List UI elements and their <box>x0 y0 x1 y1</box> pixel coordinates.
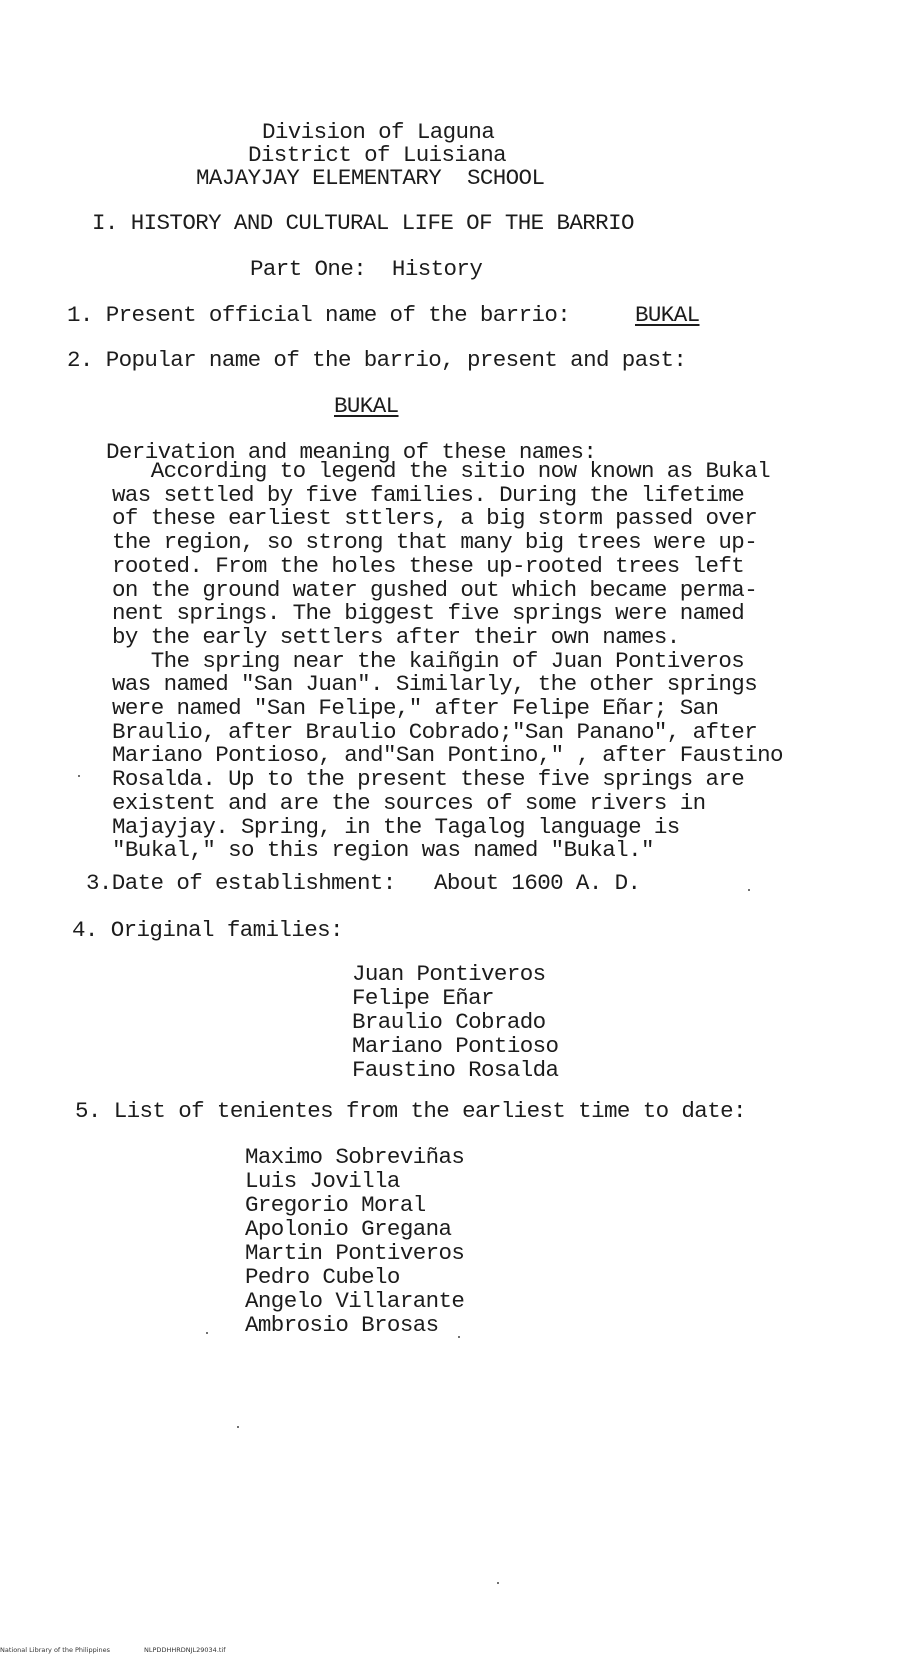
part-title: Part One: History <box>250 256 483 282</box>
paragraph-line: "Bukal," so this region was named "Bukal." <box>112 837 654 864</box>
paragraph-line: were named "San Felipe," after Felipe Eñar; San <box>112 695 719 722</box>
q5-label: 5. List of tenientes from the earliest time to date: <box>75 1098 746 1124</box>
scan-speck <box>206 1332 208 1334</box>
paragraph-line: nent springs. The biggest five springs were named <box>112 600 745 627</box>
list-item: Mariano Pontioso <box>352 1033 559 1059</box>
tenientes-list <box>245 1145 464 1337</box>
q1-label: 1. Present official name of the barrio: <box>67 302 571 328</box>
list-item: Faustino Rosalda <box>352 1057 559 1083</box>
scan-footer <box>0 1646 260 1654</box>
footer-filename: NLPDDHHRDNJL29034.tif <box>144 1646 226 1654</box>
q2-label: 2. Popular name of the barrio, present and past: <box>67 347 687 373</box>
paragraph-line: Rosalda. Up to the present these five springs are <box>112 766 745 793</box>
paragraph-line: The spring near the kaiñgin of Juan Pontiveros <box>112 647 745 674</box>
scan-speck <box>237 1426 239 1428</box>
q1-answer: BUKAL <box>635 302 700 328</box>
q4-label: 4. Original families: <box>72 917 343 943</box>
paragraph-line: of these earliest sttlers, a big storm passed over <box>112 505 758 532</box>
paragraph-line: on the ground water gushed out which became perma- <box>112 576 758 603</box>
original-families-list <box>352 962 558 1082</box>
header-district: District of Luisiana <box>248 142 507 168</box>
header-division: Division of Laguna <box>262 119 495 145</box>
paragraph-line: the region, so strong that many big trees were up- <box>112 529 758 556</box>
list-item: Luis Jovilla <box>245 1168 400 1194</box>
list-item: Apolonio Gregana <box>245 1216 452 1242</box>
q3-answer: About 1600 A. D. <box>434 870 641 896</box>
q3-label: 3.Date of establishment: <box>86 870 396 896</box>
derivation-heading: Derivation and meaning of these names: <box>106 439 597 465</box>
paragraph-line: was settled by five families. During the lifetime <box>112 481 745 508</box>
scan-speck <box>748 889 750 891</box>
paragraph-line: Mariano Pontioso, and"San Pontino," , after Faustino <box>112 742 783 769</box>
paragraph-line: According to legend the sitio now known as Bukal <box>112 458 771 484</box>
scan-speck <box>78 775 80 777</box>
list-item: Ambrosio Brosas <box>245 1312 439 1338</box>
paragraph-line: existent and are the sources of some rivers in <box>112 789 706 816</box>
paragraph-line: by the early settlers after their own names. <box>112 623 680 650</box>
q2-answer: BUKAL <box>334 393 399 419</box>
header-school: MAJAYJAY ELEMENTARY SCHOOL <box>196 165 545 191</box>
paragraph-line: Majayjay. Spring, in the Tagalog language is <box>112 813 680 840</box>
scan-speck <box>497 1582 499 1584</box>
list-item: Juan Pontiveros <box>352 961 546 987</box>
list-item: Angelo Villarante <box>245 1288 465 1314</box>
footer-library: National Library of the Philippines <box>0 1646 111 1654</box>
list-item: Maximo Sobreviñas <box>245 1144 465 1170</box>
scan-speck <box>458 1336 460 1338</box>
section-title: I. HISTORY AND CULTURAL LIFE OF THE BARRIO <box>92 210 634 236</box>
derivation-paragraph <box>112 460 872 863</box>
list-item: Braulio Cobrado <box>352 1009 546 1035</box>
paragraph-line: rooted. From the holes these up-rooted trees left <box>112 552 745 579</box>
paragraph-line: Braulio, after Braulio Cobrado;"San Panano", after <box>112 718 758 745</box>
list-item: Gregorio Moral <box>245 1192 426 1218</box>
list-item: Pedro Cubelo <box>245 1264 400 1290</box>
list-item: Felipe Eñar <box>352 985 494 1011</box>
paragraph-line: was named "San Juan". Similarly, the other springs <box>112 671 758 698</box>
list-item: Martin Pontiveros <box>245 1240 465 1266</box>
